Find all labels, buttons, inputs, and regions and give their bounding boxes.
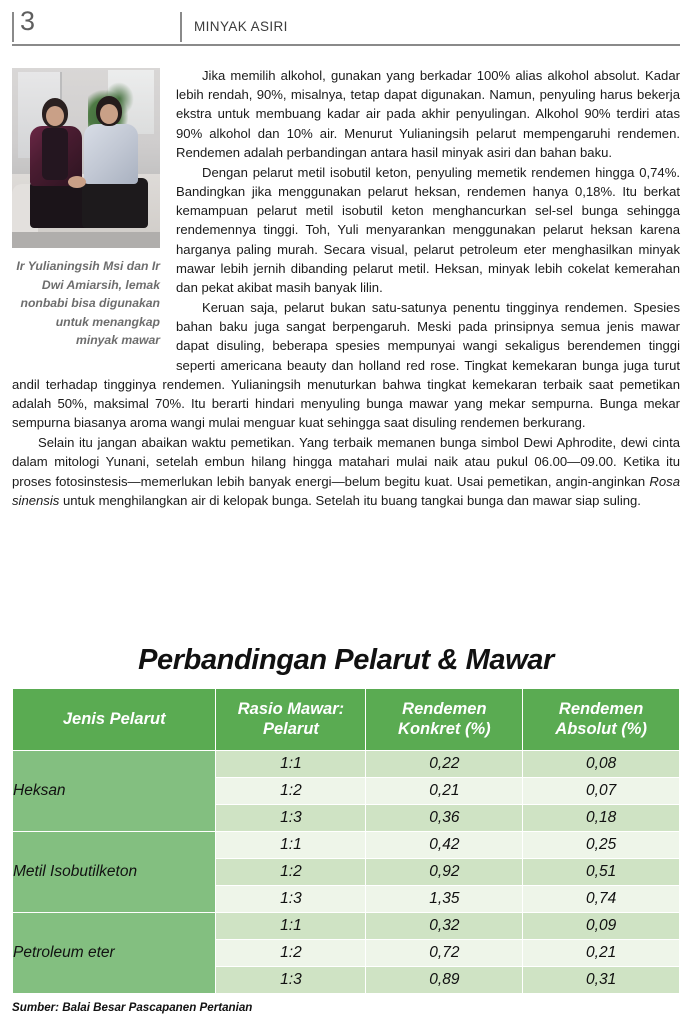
- comparison-table: [12, 688, 680, 994]
- column-header-rendemen-konkret: [366, 689, 523, 751]
- table-row: [13, 751, 680, 778]
- folio-box: [12, 12, 182, 42]
- running-head-title: MINYAK ASIRI: [194, 19, 288, 34]
- table-row: [13, 832, 680, 859]
- cell-ratio: 1:1: [216, 751, 366, 778]
- header-divider: [180, 12, 182, 42]
- cell-absolut: 0,08: [523, 751, 680, 778]
- cell-absolut: 0,07: [523, 778, 680, 805]
- paragraph-2: Dengan pelarut metil isobutil keton, penyuling memetik rendemen hingga 0,74%. Bandingkan jika menggunakan pelarut heksan, rendemen hanya 0,18%. Itu berkat kemampuan pelarut metil isobutil keton menghancurkan sel-sel bunga sehingga rendemennya tinggi. Toh, Yuli menyarankan menggunakan pelarut heksan karena harganya paling murah. Secara visual, pelarut petroleum eter menghasilkan minyak mawar lebih jernih dibanding pelarut metil. Heksan, minyak lebih cokelat kemerahan dan pekat akibat masih banyak lilin.: [176, 164, 680, 295]
- paragraph-4: [12, 433, 680, 510]
- cell-absolut: 0,21: [523, 940, 680, 967]
- table-header-row: [13, 689, 680, 751]
- column-header-rasio-mawar-pelarut: [216, 689, 366, 751]
- header-line: Rendemen: [558, 700, 644, 719]
- page-header: [12, 8, 680, 52]
- cell-ratio: 1:2: [216, 940, 366, 967]
- cell-absolut: 0,25: [523, 832, 680, 859]
- header-line: Rasio Mawar:: [237, 700, 345, 719]
- cell-ratio: 1:2: [216, 778, 366, 805]
- header-line: Jenis Pelarut: [62, 709, 166, 728]
- article-content: [12, 66, 680, 626]
- cell-ratio: 1:1: [216, 913, 366, 940]
- header-line: Rendemen: [402, 700, 487, 719]
- cell-konkret: 0,32: [366, 913, 523, 940]
- group-label-metil-isobutilketon: Metil Isobutilketon: [13, 832, 216, 913]
- cell-ratio: 1:3: [216, 967, 366, 994]
- cell-absolut: 0,09: [523, 913, 680, 940]
- table-block: [12, 644, 680, 1014]
- cell-konkret: 0,72: [366, 940, 523, 967]
- header-line: Absolut (%): [555, 719, 647, 738]
- cell-ratio: 1:1: [216, 832, 366, 859]
- group-label-heksan: Heksan: [13, 751, 216, 832]
- group-label-petroleum-eter: Petroleum eter: [13, 913, 216, 994]
- table-title: Perbandingan Pelarut & Mawar: [138, 644, 554, 676]
- cell-konkret: 0,36: [366, 805, 523, 832]
- figure-caption: Ir Yulianingsih Msi dan Ir Dwi Amiarsih, lemak nonbabi bisa digunakan untuk menangkap minyak mawar: [16, 259, 160, 348]
- figure: [12, 68, 160, 350]
- table-source-note: Sumber: Balai Besar Pascapanen Pertanian: [12, 1001, 253, 1014]
- cell-konkret: 0,92: [366, 859, 523, 886]
- paragraph-4-part1: Selain itu jangan abaikan waktu pemetikan. Yang terbaik memanen bunga simbol Dewi Aphrodite, dewi cinta dalam mitologi Yunani, setelah embun hilang hingga matahari mulai naik atau pukul 06.00—09.00. Ketika itu proses fotosinstesis—memerlukan lebih banyak energi—belum begitu kuat. Usai pemetikan, angin-anginkan: [12, 435, 680, 489]
- photo-two-women-seated: [12, 68, 160, 248]
- cell-absolut: 0,74: [523, 886, 680, 913]
- table-row: [13, 913, 680, 940]
- cell-konkret: 0,89: [366, 967, 523, 994]
- cell-konkret: 0,42: [366, 832, 523, 859]
- paragraph-3: Keruan saja, pelarut bukan satu-satunya penentu tingginya rendemen. Spesies bahan baku juga sangat berpengaruh. Meski pada prinsipnya semua jenis mawar dapat disuling, beberapa spesies mempunyai wangi sekaligus berendemen tinggi seperti americana beauty dan holland red rose. Tingkat kemekaran bunga juga turut andil terhadap tingginya rendemen. Yulianingsih menuturkan bahwa tingkat kemekaran terbaik saat pemetikan adalah 50%, maksimal 70%. Itu berarti hindari menyuling bunga mawar yang mekar sempurna. Bunga mekar sempurna biasanya aroma wangi mulai menguar kuat sehingga saat disuling rendemen berkurang.: [12, 300, 680, 431]
- cell-konkret: 0,21: [366, 778, 523, 805]
- cell-absolut: 0,31: [523, 967, 680, 994]
- page-number: 3: [20, 6, 36, 36]
- species-name-italic: Rosa sinensis: [12, 473, 680, 508]
- header-line: Pelarut: [262, 719, 319, 738]
- column-header-rendemen-absolut: [523, 689, 680, 751]
- cell-ratio: 1:3: [216, 805, 366, 832]
- column-header-jenis-pelarut: [13, 689, 216, 751]
- cell-absolut: 0,18: [523, 805, 680, 832]
- cell-absolut: 0,51: [523, 859, 680, 886]
- cell-konkret: 1,35: [366, 886, 523, 913]
- paragraph-4-part2: untuk menghilangkan air di kelopak bunga. Setelah itu buang tangkai bunga dan mawar siap suling.: [59, 492, 641, 508]
- paragraph-1: Jika memilih alkohol, gunakan yang berkadar 100% alias alkohol absolut. Kadar lebih rendah, 90%, misalnya, tetap dapat digunakan. Namun, penyuling harus bekerja ekstra untuk membuang kadar air pada akhir penyulingan. Alkohol 90% terdiri atas 90% alkohol dan 10% air. Menurut Yulianingsih pelarut mempengaruhi rendemen. Rendemen adalah perbandingan antara hasil minyak asiri dan bahan baku.: [176, 68, 680, 160]
- cell-konkret: 0,22: [366, 751, 523, 778]
- cell-ratio: 1:2: [216, 859, 366, 886]
- header-line: Konkret (%): [398, 719, 491, 738]
- cell-ratio: 1:3: [216, 886, 366, 913]
- header-rule: [12, 44, 680, 46]
